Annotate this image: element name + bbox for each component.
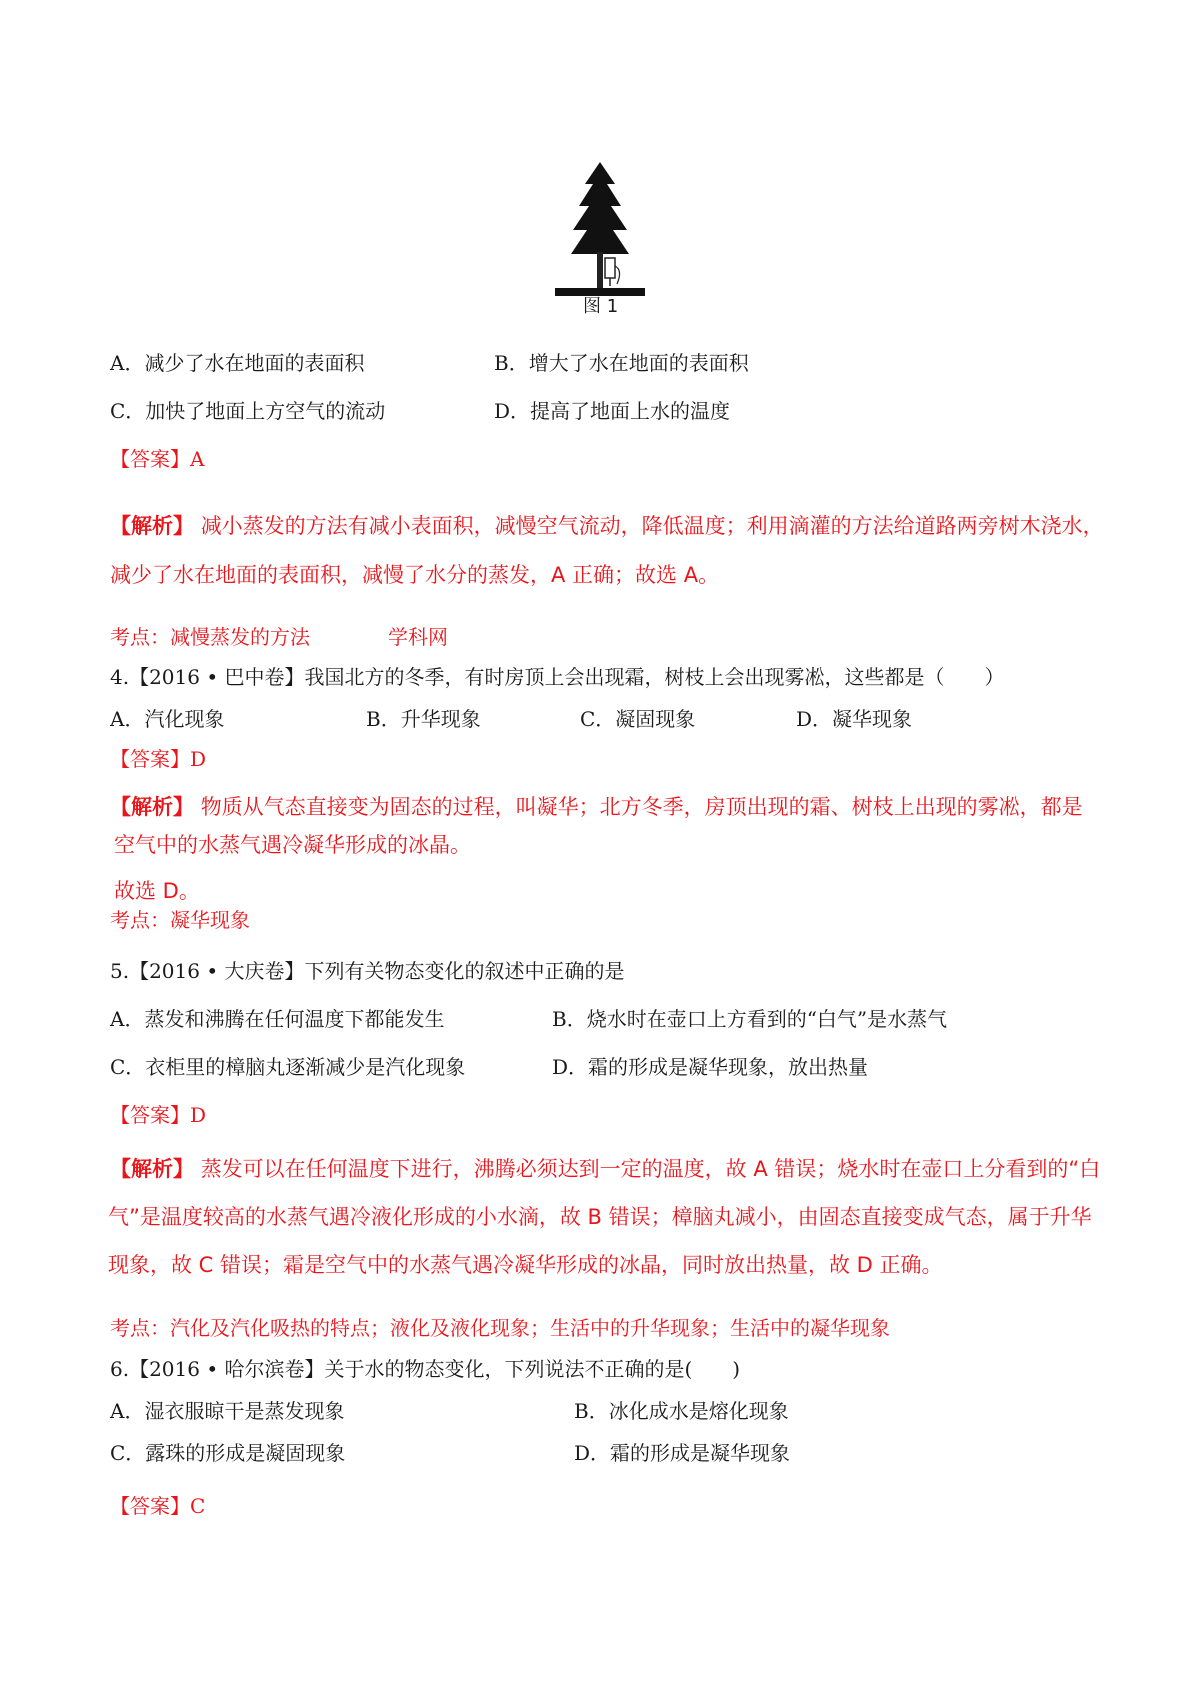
q4-analysis-line3: 故选 D。 xyxy=(114,879,200,903)
q6-option-b: B．冰化成水是熔化现象 xyxy=(574,1399,789,1423)
q4-analysis-line2: 空气中的水蒸气遇冷凝华形成的冰晶。 xyxy=(114,833,471,857)
q5-analysis-line1 xyxy=(110,1154,1100,1184)
q4-option-c: C．凝固现象 xyxy=(580,707,696,731)
q3-option-a: A．减少了水在地面的表面积 xyxy=(110,351,365,375)
q5-analysis-line3: 现象，故 C 错误；霜是空气中的水蒸气遇冷凝华形成的冰晶，同时放出热量，故 D 正确。 xyxy=(108,1253,943,1277)
q4-option-d: D．凝华现象 xyxy=(796,707,913,731)
q5-option-b: B．烧水时在壶口上方看到的“白气”是水蒸气 xyxy=(552,1007,948,1031)
q5-analysis-label: 【解析】 xyxy=(110,1157,194,1181)
q3-kaodian: 考点：减慢蒸发的方法 xyxy=(110,625,310,649)
q3-analysis-text1: 减小蒸发的方法有减小表面积，减慢空气流动，降低温度；利用滴灌的方法给道路两旁树木浇水， xyxy=(200,514,1104,538)
q5-analysis-text1: 蒸发可以在任何温度下进行，沸腾必须达到一定的温度，故 A 错误；烧水时在壶口上分看到的“白 xyxy=(200,1157,1101,1181)
q6-stem: 6.【2016 • 哈尔滨卷】关于水的物态变化，下列说法不正确的是( ) xyxy=(110,1357,741,1381)
q4-kaodian: 考点：凝华现象 xyxy=(110,908,250,932)
q6-option-c: C．露珠的形成是凝固现象 xyxy=(110,1441,346,1465)
q4-answer: 【答案】D xyxy=(110,747,207,771)
q4-analysis-label: 【解析】 xyxy=(110,795,194,819)
q4-option-b: B．升华现象 xyxy=(366,707,481,731)
q3-option-c: C．加快了地面上方空气的流动 xyxy=(110,399,386,423)
figure-tree-drip xyxy=(555,162,645,322)
q5-answer: 【答案】D xyxy=(110,1103,207,1127)
q4-option-a: A．汽化现象 xyxy=(110,707,225,731)
q3-answer: 【答案】A xyxy=(110,447,205,471)
q5-kaodian: 考点：汽化及汽化吸热的特点；液化及液化现象；生活中的升华现象；生活中的凝华现象 xyxy=(110,1316,890,1340)
q3-analysis-line2: 减少了水在地面的表面积，减慢了水分的蒸发，A 正确；故选 A。 xyxy=(110,563,720,587)
q3-analysis-label: 【解析】 xyxy=(110,514,194,538)
q5-analysis-line2: 气”是温度较高的水蒸气遇冷液化形成的小水滴，故 B 错误；樟脑丸减小，由固态直接变成气态，属于升华 xyxy=(108,1205,1092,1229)
q4-stem: 4.【2016 • 巴中卷】我国北方的冬季，有时房顶上会出现霜，树枝上会出现雾凇，这些都是（ ） xyxy=(110,665,1005,689)
q5-option-c: C．衣柜里的樟脑丸逐渐减少是汽化现象 xyxy=(110,1055,466,1079)
q5-stem: 5.【2016 • 大庆卷】下列有关物态变化的叙述中正确的是 xyxy=(110,959,625,983)
q3-analysis-line1 xyxy=(110,511,1104,541)
q6-option-d: D．霜的形成是凝华现象 xyxy=(574,1441,791,1465)
q5-option-a: A．蒸发和沸腾在任何温度下都能发生 xyxy=(110,1007,445,1031)
q3-option-b: B．增大了水在地面的表面积 xyxy=(494,351,749,375)
q4-analysis-line1 xyxy=(110,792,1083,822)
figure-caption: 图 1 xyxy=(583,296,619,317)
q6-option-a: A．湿衣服晾干是蒸发现象 xyxy=(110,1399,345,1423)
q3-site-label: 学科网 xyxy=(388,625,448,649)
q5-option-d: D．霜的形成是凝华现象，放出热量 xyxy=(552,1055,869,1079)
q6-answer: 【答案】C xyxy=(110,1494,206,1518)
q4-analysis-text1: 物质从气态直接变为固态的过程，叫凝华；北方冬季，房顶出现的霜、树枝上出现的雾凇，都是 xyxy=(200,795,1083,819)
q3-option-d: D．提高了地面上水的温度 xyxy=(494,399,731,423)
